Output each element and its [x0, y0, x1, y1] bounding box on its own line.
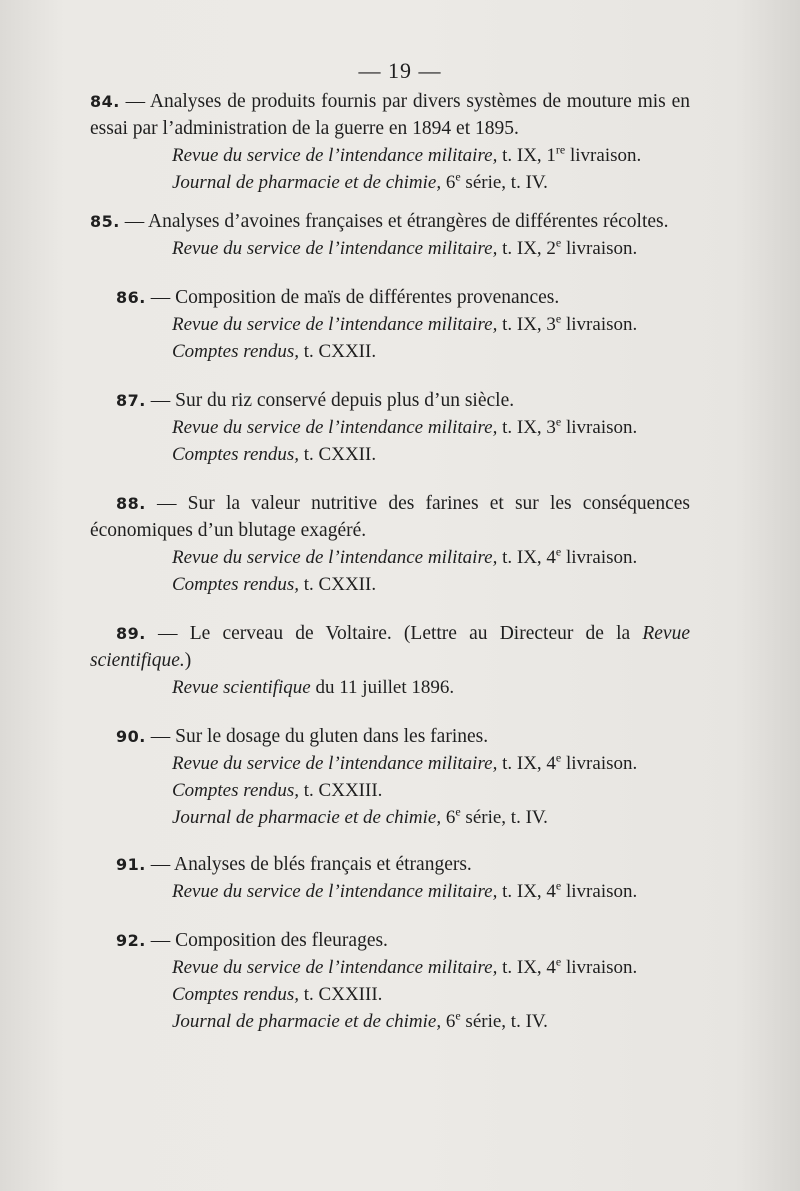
reference-volume: du 11 juillet 1896.	[310, 677, 455, 698]
bibliography-list	[90, 88, 690, 1049]
entry-number: 87.	[116, 391, 146, 410]
reference-journal: Revue du service de l’intendance militaire,	[172, 145, 498, 166]
page-number: — 19 —	[358, 58, 442, 83]
entry-title: — Analyses de produits fournis par divers systèmes de mouture mis en essai par l’administration de la guerre en 1894 et 1895.	[90, 91, 690, 139]
reference-journal: Revue du service de l’intendance militaire,	[172, 881, 498, 902]
entry-reference	[90, 954, 690, 981]
entry-reference	[90, 571, 690, 598]
reference-issue: série, t. IV.	[460, 172, 548, 193]
reference-journal: Journal de pharmacie et de chimie,	[172, 172, 442, 193]
entry-title: — Le cerveau de Voltaire. (Lettre au Directeur de la	[145, 623, 643, 644]
reference-journal: Revue du service de l’intendance militaire,	[172, 547, 498, 568]
reference-volume: t. IX, 4	[497, 547, 556, 568]
entry-title: — Analyses de blés français et étrangers.	[145, 854, 472, 875]
reference-journal: Revue du service de l’intendance militaire,	[172, 417, 498, 438]
entry-reference	[90, 544, 690, 571]
reference-journal: Journal de pharmacie et de chimie,	[172, 1011, 442, 1032]
entry-heading	[90, 927, 690, 954]
bibliography-entry-88	[90, 490, 690, 598]
reference-journal: Comptes rendus,	[172, 984, 300, 1005]
entry-reference	[90, 1008, 690, 1035]
reference-superscript: e	[455, 169, 461, 184]
entry-reference	[90, 804, 690, 831]
entry-number: 88.	[116, 494, 146, 513]
entry-reference	[90, 878, 690, 905]
entry-number: 91.	[116, 855, 146, 874]
reference-issue: livraison.	[561, 547, 638, 568]
reference-volume: t. CXXII.	[299, 444, 377, 465]
entry-number: 90.	[116, 727, 146, 746]
reference-volume: t. CXXIII.	[299, 780, 383, 801]
reference-journal: Comptes rendus,	[172, 780, 300, 801]
bibliography-entry-86	[90, 284, 690, 365]
entry-reference	[90, 414, 690, 441]
entry-title: — Composition de maïs de différentes provenances.	[145, 287, 560, 308]
reference-issue: série, t. IV.	[460, 807, 548, 828]
entry-number: 89.	[116, 624, 146, 643]
entry-reference	[90, 169, 690, 196]
bibliography-entry-90	[90, 723, 690, 831]
reference-issue: série, t. IV.	[460, 1011, 548, 1032]
entry-number: 92.	[116, 931, 146, 950]
entry-heading	[90, 284, 690, 311]
entry-reference	[90, 674, 690, 701]
reference-volume: t. IX, 3	[497, 417, 556, 438]
reference-journal: Revue scientifique	[172, 677, 311, 698]
reference-superscript: e	[455, 804, 461, 819]
reference-superscript: e	[555, 235, 562, 250]
reference-volume: 6	[441, 1011, 456, 1032]
reference-volume: t. IX, 4	[497, 957, 556, 978]
reference-journal: Comptes rendus,	[172, 444, 300, 465]
reference-volume: t. IX, 4	[497, 753, 556, 774]
reference-issue: livraison.	[561, 957, 638, 978]
entry-reference	[90, 338, 690, 365]
reference-journal: Comptes rendus,	[172, 574, 300, 595]
reference-superscript: e	[455, 1008, 461, 1023]
entry-heading	[90, 208, 690, 235]
reference-volume: t. IX, 1	[497, 145, 556, 166]
bibliography-entry-85	[90, 208, 690, 262]
bibliography-entry-89	[90, 620, 690, 701]
entry-heading	[90, 620, 690, 674]
entry-title: — Sur la valeur nutritive des farines et sur les conséquences économiques d’un blutage exagéré.	[90, 493, 690, 541]
reference-journal: Journal de pharmacie et de chimie,	[172, 807, 442, 828]
reference-volume: t. CXXII.	[299, 574, 377, 595]
reference-journal: Revue du service de l’intendance militaire,	[172, 238, 498, 259]
reference-volume: 6	[441, 172, 456, 193]
reference-volume: t. CXXIII.	[299, 984, 383, 1005]
bibliography-entry-84	[90, 88, 690, 196]
entry-reference	[90, 142, 690, 169]
reference-journal: Revue du service de l’intendance militaire,	[172, 957, 498, 978]
entry-reference	[90, 441, 690, 468]
reference-issue: livraison.	[565, 145, 642, 166]
entry-reference	[90, 750, 690, 777]
reference-superscript: e	[555, 954, 562, 969]
reference-volume: t. IX, 4	[497, 881, 556, 902]
reference-volume: t. IX, 3	[497, 314, 556, 335]
entry-reference	[90, 981, 690, 1008]
reference-journal: Revue du service de l’intendance militaire,	[172, 314, 498, 335]
entry-heading	[90, 88, 690, 142]
reference-volume: 6	[441, 807, 456, 828]
reference-superscript: e	[555, 311, 562, 326]
entry-number: 85.	[90, 212, 120, 231]
reference-journal: Revue du service de l’intendance militaire,	[172, 753, 498, 774]
bibliography-entry-92	[90, 927, 690, 1035]
entry-heading	[90, 851, 690, 878]
reference-journal: Comptes rendus,	[172, 341, 300, 362]
entry-title: — Sur le dosage du gluten dans les farines.	[145, 726, 489, 747]
reference-issue: livraison.	[561, 238, 638, 259]
entry-title: — Composition des fleurages.	[145, 930, 388, 951]
entry-title: — Sur du riz conservé depuis plus d’un siècle.	[145, 390, 515, 411]
reference-volume: t. CXXII.	[299, 341, 377, 362]
reference-issue: livraison.	[561, 314, 638, 335]
reference-issue: livraison.	[561, 753, 638, 774]
entry-reference	[90, 777, 690, 804]
entry-number: 84.	[90, 92, 120, 111]
bibliography-entry-91	[90, 851, 690, 905]
reference-volume: t. IX, 2	[497, 238, 556, 259]
reference-superscript: e	[555, 544, 562, 559]
reference-issue: livraison.	[561, 881, 638, 902]
entry-reference	[90, 235, 690, 262]
reference-superscript: e	[555, 414, 562, 429]
entry-heading	[90, 490, 690, 544]
entry-reference	[90, 311, 690, 338]
reference-superscript: e	[555, 750, 562, 765]
entry-number: 86.	[116, 288, 146, 307]
reference-superscript: re	[555, 142, 566, 157]
reference-superscript: e	[555, 878, 562, 893]
bibliography-entry-87	[90, 387, 690, 468]
entry-title: — Analyses d’avoines françaises et étrangères de différentes récoltes.	[119, 211, 669, 232]
reference-issue: livraison.	[561, 417, 638, 438]
entry-heading	[90, 723, 690, 750]
entry-title-italic: Revue scientifique.	[90, 623, 690, 671]
entry-heading	[90, 387, 690, 414]
entry-title-end: )	[184, 650, 192, 671]
